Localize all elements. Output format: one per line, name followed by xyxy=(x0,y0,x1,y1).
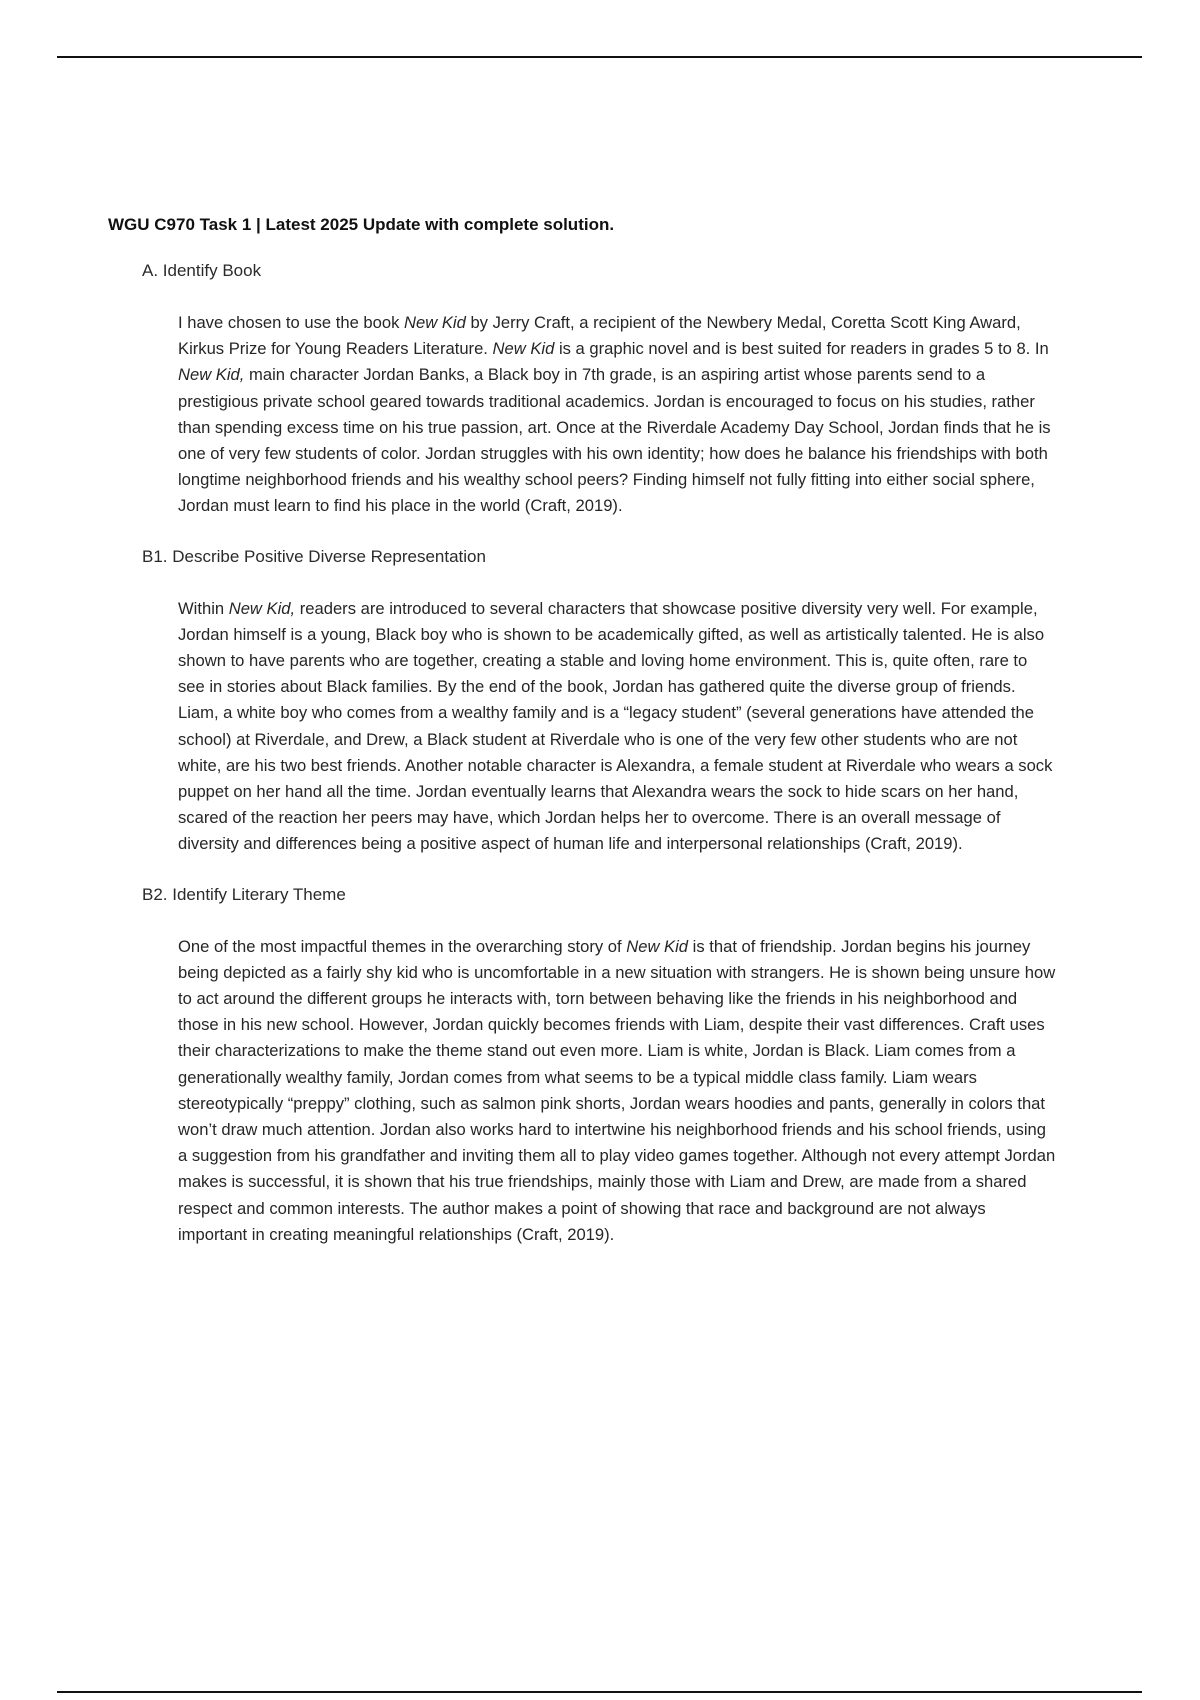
text-segment: Within xyxy=(178,598,229,618)
book-title-italic: New Kid xyxy=(404,313,466,332)
text-segment: readers are introduced to several characters that showcase positive diversity very well. For example, Jordan himself is a young, Black boy who is shown to be academically gifted, as well as artistically talented. He is also shown to have parents who are together, creating a stable and loving home environment. This is, quite often, rare to see in stories about Black families. By the end of the book, Jordan has gathered quite the diverse group of friends. Liam, a white boy who comes from a wealthy family and is a “legacy student” (several generations have attended the school) at Riverdale, and Drew, a Black student at Riverdale who is one of the very few other students who are not white, are his two best friends. Another notable character is Alexandra, a female student at Riverdale who wears a sock puppet on her hand all the time. Jordan eventually learns that Alexandra wears the sock to hide scars on her hand, scared of the reaction her peers may have, which Jordan helps her to overcome. There is an overall message of diversity and differences being a positive aspect of human life and interpersonal relationships (Craft, 2019). xyxy=(178,598,1058,854)
section-positive-diverse-representation xyxy=(108,546,1078,858)
section-heading: B2. Identify Literary Theme xyxy=(142,884,346,904)
book-title-italic: New Kid, xyxy=(178,365,245,385)
text-segment: main character Jordan Banks, a Black boy in 7th grade, is an aspiring artist whose parents send to a prestigious private school geared towards traditional academics. Jordan is encouraged to focus on his studies, rather than spending excess time on his true passion, art. Once at the Riverdale Academy Day School, Jordan finds that he is one of very few students of color. Jordan struggles with his own identity; how does he balance his friendships with both longtime neighborhood friends and his wealthy school peers? Finding himself not fully fitting into either social sphere, Jordan must learn to find his place in the world (Craft, 2019). xyxy=(178,365,1056,516)
document-body xyxy=(108,214,1078,1274)
top-rule xyxy=(57,56,1142,58)
section-heading: B1. Describe Positive Diverse Representation xyxy=(142,546,486,566)
book-title-italic: New Kid, xyxy=(228,598,296,618)
document-title: WGU C970 Task 1 | Latest 2025 Update with complete solution. xyxy=(108,215,615,234)
text-segment: is that of friendship. Jordan begins his journey being depicted as a fairly shy kid who is uncomfortable in a new situation with strangers. He is shown being unsure how to act around the different groups he interacts with, torn between behaving like the friends in his neighborhood and those in his new school. However, Jordan quickly becomes friends with Liam, despite their vast differences. Craft uses their characterizations to make the theme stand out even more. Liam is white, Jordan is Black. Liam comes from a generationally wealthy family, Jordan comes from what seems to be a typical middle class family. Liam wears stereotypically “preppy” clothing, such as salmon pink shorts, Jordan wears hoodies and pants, generally in colors that won’t draw much attention. Jordan also works hard to intertwine his neighborhood friends and his school friends, using a suggestion from his grandfather and inviting them all to play video games together. Although not every attempt Jordan makes is successful, it is shown that his true friendships, mainly those with Liam and Drew, are made from a shared respect and common interests. The author makes a point of showing that race and background are not always important in creating meaningful relationships (Craft, 2019). xyxy=(178,936,1060,1244)
section-identify-book xyxy=(108,260,1078,520)
section-heading: A. Identify Book xyxy=(142,261,262,280)
text-segment: by Jerry Craft, a recipient of the Newbery Medal, Coretta Scott King Award, Kirkus Prize for Young Readers Literature. xyxy=(178,313,1026,359)
book-title-italic: New Kid xyxy=(626,936,689,956)
section-paragraph xyxy=(178,310,1058,520)
section-paragraph xyxy=(178,934,1058,1248)
text-segment: is a graphic novel and is best suited for readers in grades 5 to 8. In xyxy=(554,339,1054,359)
book-title-italic: New Kid xyxy=(492,339,555,359)
bottom-rule xyxy=(57,1691,1142,1693)
section-paragraph xyxy=(178,596,1058,858)
text-segment: One of the most impactful themes in the overarching story of xyxy=(178,936,627,956)
text-segment: I have chosen to use the book xyxy=(178,313,405,332)
section-literary-theme xyxy=(108,884,1078,1248)
